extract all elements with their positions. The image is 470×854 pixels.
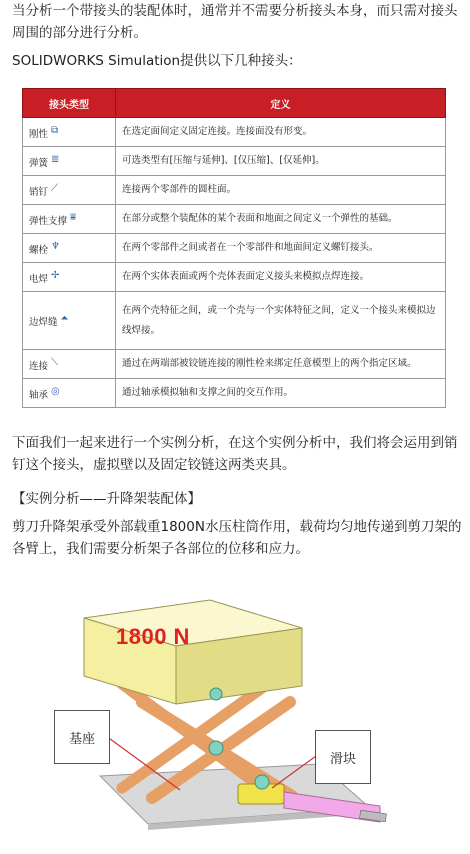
joint-type-cell: [23, 292, 116, 350]
spring-icon: ≣: [51, 153, 60, 165]
joint-definition-cell: 在两个壳特征之间，或一个壳与一个实体特征之间，定义一个接头来模拟边线焊接。: [116, 292, 446, 350]
joint-definition-cell: 在两个零部件之间或者在一个零部件和地面间定义螺钉接头。: [116, 234, 446, 263]
joint-type-label: 刚性: [29, 128, 49, 140]
link-icon: ⟍: [51, 356, 59, 368]
table-row: [23, 147, 446, 176]
joint-type-label: 弹簧: [29, 157, 49, 169]
joint-type-cell: [23, 176, 116, 205]
joint-types-table: [22, 88, 446, 408]
joint-type-cell: [23, 147, 116, 176]
joint-type-label: 电焊: [29, 273, 49, 285]
table-row: [23, 234, 446, 263]
joint-type-label: 弹性支撑: [29, 215, 68, 227]
joint-type-cell: [23, 205, 116, 234]
bearing-icon: ◎: [51, 385, 60, 397]
table-row: [23, 176, 446, 205]
joint-type-label: 边焊缝: [29, 317, 58, 328]
joint-type-cell: [23, 234, 116, 263]
table-row: [23, 350, 446, 379]
joint-type-label: 轴承: [29, 389, 49, 401]
joint-definition-cell: 通过轴承模拟轴和支撑之间的交互作用。: [116, 379, 446, 408]
joint-types-intro: SOLIDWORKS Simulation提供以下几种接头：: [12, 53, 302, 69]
joint-type-label: 螺栓: [29, 244, 49, 256]
joint-definition-cell: 通过在两端部被铰链连接的刚性栓来绑定任意模型上的两个指定区域。: [116, 350, 446, 379]
section-title: 【实例分析——升降架装配体】: [12, 491, 201, 507]
joint-type-cell: [23, 379, 116, 408]
header-joint-type: 接头类型: [23, 89, 116, 118]
joint-definition-cell: 在部分或整个装配体的某个表面和地面之间定义一个弹性的基础。: [116, 205, 446, 234]
rigid-icon: ⧉: [51, 124, 59, 136]
slider-callout: [315, 730, 371, 784]
elastic-support-icon: ⩸: [70, 211, 77, 223]
joint-definition-cell: 在两个实体表面或两个壳体表面定义接头来模拟点焊连接。: [116, 263, 446, 292]
joint-type-label: 连接: [29, 360, 49, 372]
bolt-icon: ♆: [51, 240, 60, 252]
joint-definition-cell: 连接两个零部件的圆柱面。: [116, 176, 446, 205]
load-label: 1800 N: [116, 624, 190, 649]
top-pivot-pin: [210, 688, 222, 700]
pin-icon: ⟋: [51, 182, 59, 194]
edge-weld-icon: ⏶: [60, 313, 69, 324]
joint-definition-cell: 可选类型有[压缩与延伸]、[仅压缩]、[仅延伸]。: [116, 147, 446, 176]
header-definition: 定义: [116, 89, 446, 118]
table-header-row: [23, 89, 446, 118]
table-row: [23, 205, 446, 234]
slider-callout-label: 滑块: [329, 751, 356, 767]
joint-type-cell: [23, 263, 116, 292]
table-row: [23, 292, 446, 350]
example-description: 剪刀升降架承受外部载重1800N水压柱筒作用，载荷均匀地传递到剪刀架的各臂上，我们需要分析架子各部位的位移和应力。: [12, 519, 462, 557]
table-row: [23, 118, 446, 147]
base-callout: [54, 710, 110, 764]
spot-weld-icon: ✢: [51, 269, 60, 281]
slider-pin: [255, 775, 269, 789]
intro-paragraph: 当分析一个带接头的装配体时，通常并不需要分析接头本身，而只需对接头周围的部分进行分析。: [12, 3, 458, 41]
base-callout-label: 基座: [68, 731, 95, 747]
table-row: [23, 263, 446, 292]
joint-type-label: 销钉: [29, 186, 49, 198]
joint-type-cell: [23, 350, 116, 379]
scissor-lift-figure: [40, 576, 420, 846]
joint-definition-cell: 在选定面间定义固定连接。连接面没有形变。: [116, 118, 446, 147]
center-pivot-pin: [209, 741, 223, 755]
example-intro-paragraph: 下面我们一起来进行一个实例分析，在这个实例分析中，我们将会运用到销钉这个接头，虚拟壁以及固定铰链这两类夹具。: [12, 435, 458, 473]
joint-type-cell: [23, 118, 116, 147]
table-row: [23, 379, 446, 408]
